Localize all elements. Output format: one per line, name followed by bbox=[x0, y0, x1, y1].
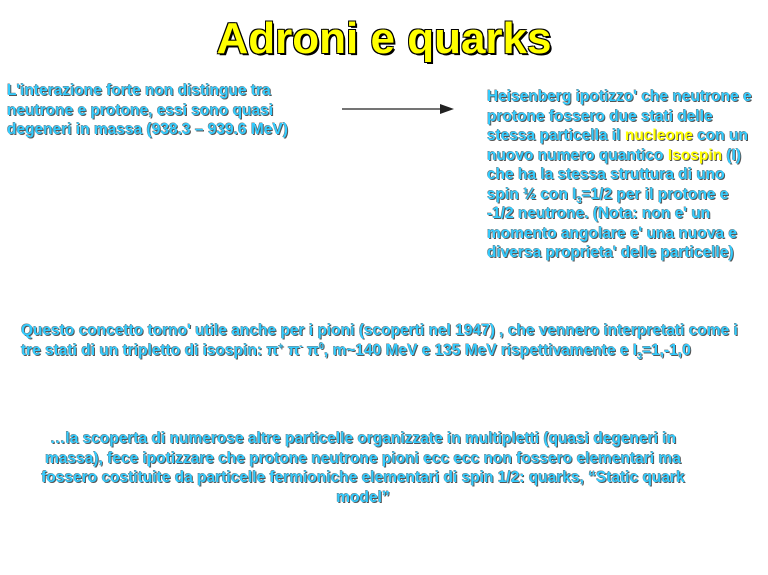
pions-text-1: Questo concetto torno' utile anche per i pioni (scoperti nel 1947) , che vennero interpretati come i tre stati di un tripletto di isospin: π bbox=[21, 322, 738, 359]
sup-minus: - bbox=[299, 340, 303, 351]
heisenberg-text-1: Heisenberg ipotizzo' che neutrone e protone fossero due stati delle stessa particella il bbox=[487, 88, 752, 144]
isospin-highlight: Isospin bbox=[667, 146, 723, 164]
nucleone-highlight: nucleone bbox=[624, 127, 693, 144]
pions-text-3: =1,-1,0 bbox=[642, 341, 691, 359]
subscript-3: 3 bbox=[637, 350, 643, 361]
pi-minus: π bbox=[283, 341, 300, 359]
quark-model-paragraph: …la scoperta di numerose altre particelle organizzate in multipletti (quasi degeneri in massa), fece ipotizzare che protone neutrone pioni ecc ecc non fossero elementari ma fossero costituite da particelle fermioniche elementari di spin 1/2: quarks, “Static quark model” bbox=[41, 430, 685, 506]
sup-zero: 0 bbox=[318, 340, 324, 351]
page-title: Adroni e quarks bbox=[216, 14, 552, 63]
pions-paragraph bbox=[21, 321, 761, 360]
intro-paragraph: L'interazione forte non distingue tra neutrone e protone, essi sono quasi degeneri in massa (938.3 – 939.6 MeV) bbox=[7, 82, 288, 138]
pi-zero: π bbox=[302, 341, 319, 359]
subscript-3: 3 bbox=[576, 194, 582, 205]
heisenberg-text-3: (I) che ha la stessa struttura di uno spin ½ con I bbox=[487, 146, 742, 203]
heisenberg-paragraph bbox=[487, 87, 759, 263]
sup-plus: + bbox=[278, 340, 284, 351]
arrow-right-icon bbox=[342, 100, 457, 120]
heisenberg-text-2: con un nuovo numero quantico bbox=[487, 127, 749, 164]
pions-text-2: , m~140 MeV e 135 MeV rispettivamente e I bbox=[323, 341, 638, 359]
heisenberg-text-4: =1/2 per il protone e -1/2 neutrone. (Nota: non e' un momento angolare e' una nuova e diversa proprieta' delle particelle) bbox=[487, 185, 738, 261]
